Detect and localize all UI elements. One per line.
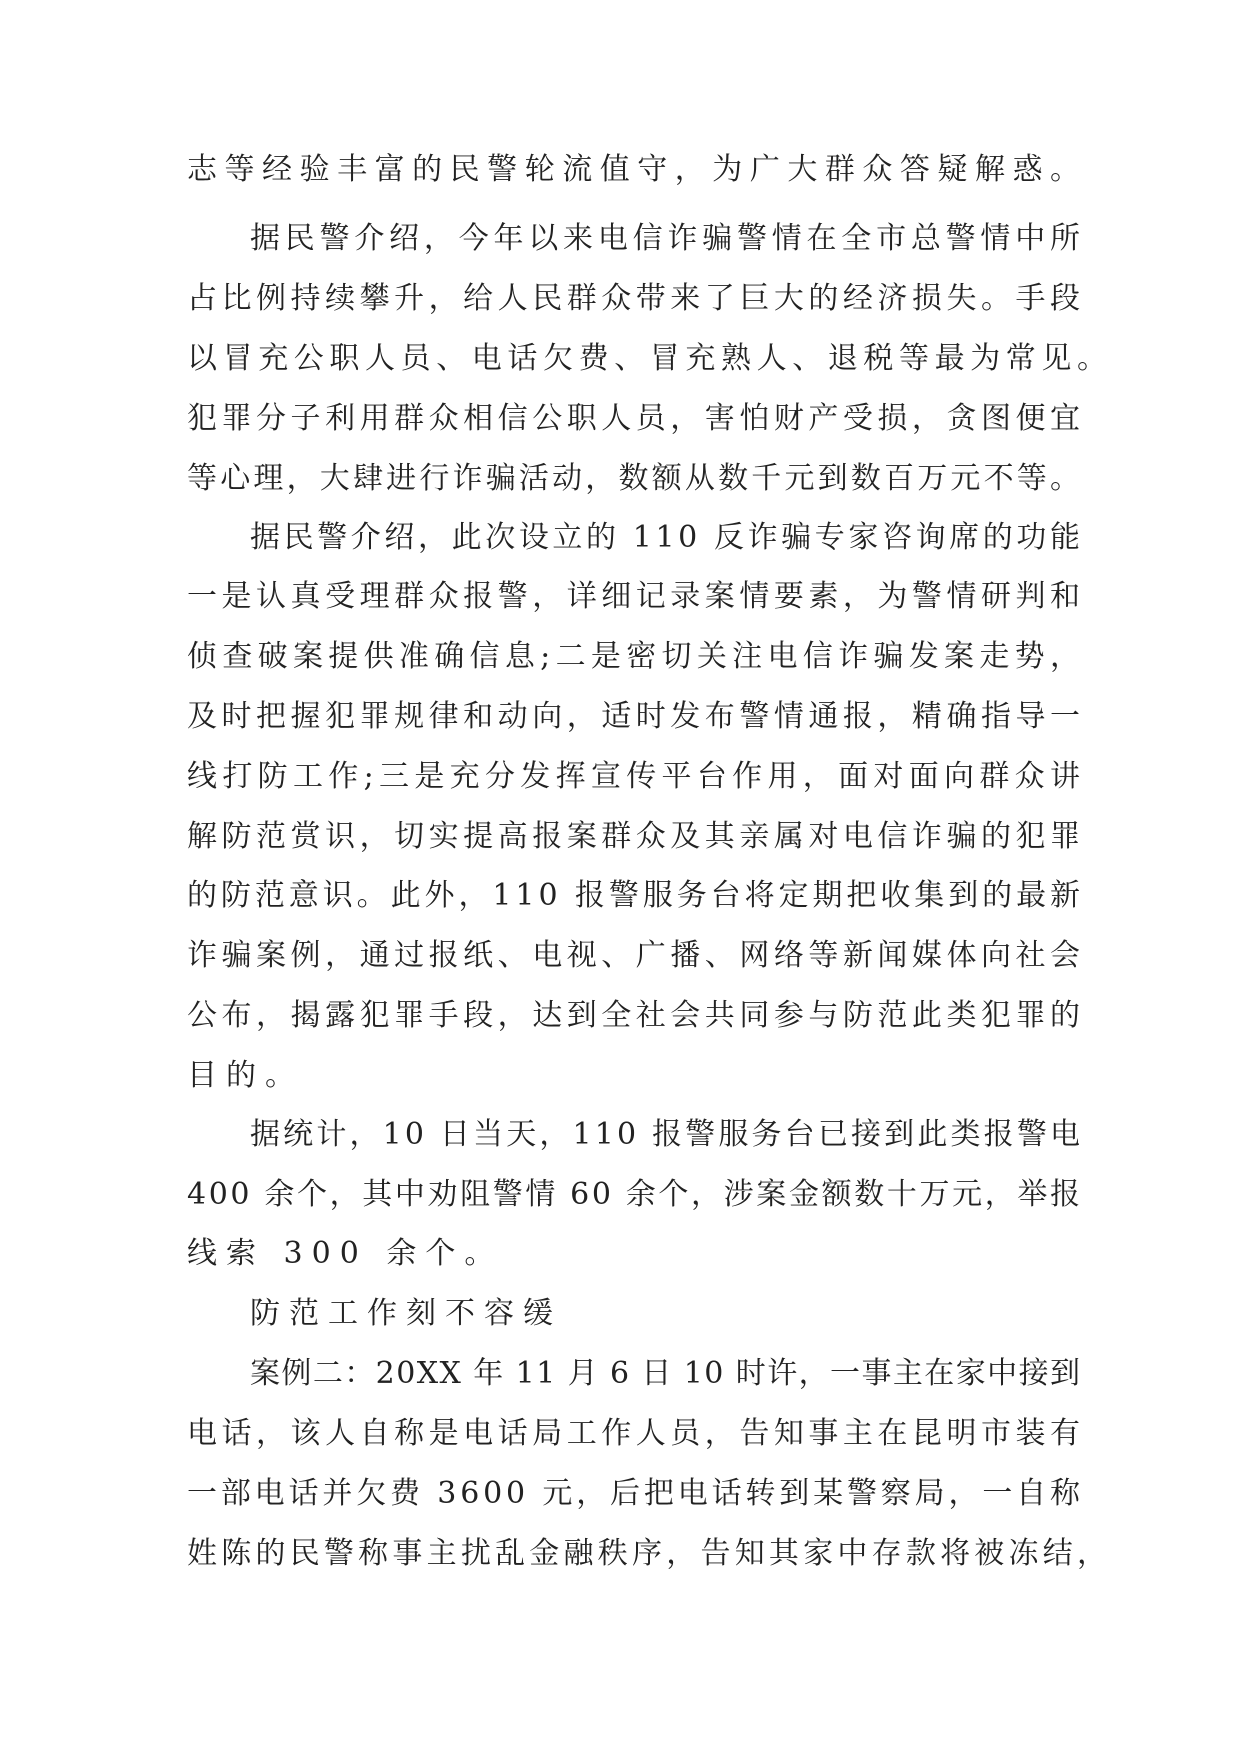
text-line: 解防范赏识，切实提高报案群众及其亲属对电信诈骗的犯罪 (187, 819, 1085, 854)
text-line: 及时把握犯罪规律和动向，适时发布警情通报，精确指导一 (187, 699, 1085, 734)
text-line: 一部电话并欠费 3600 元，后把电话转到某警察局，一自称 (187, 1476, 1084, 1511)
text-line: 据民警介绍，此次设立的 110 反诈骗专家咨询席的功能 (250, 520, 1084, 555)
text-line: 线索 300 余个。 (187, 1236, 504, 1271)
text-line: 400 余个，其中劝阻警情 60 余个，涉案金额数十万元，举报 (187, 1177, 1083, 1212)
text-line: 防范工作刻不容缓 (250, 1296, 562, 1331)
text-line: 线打防工作;三是充分发挥宣传平台作用，面对面向群众讲 (187, 759, 1086, 794)
text-line: 电话，该人自称是电话局工作人员，告知事主在昆明市装有 (187, 1416, 1085, 1451)
text-line: 据统计，10 日当天，110 报警服务台已接到此类报警电 (250, 1117, 1084, 1152)
text-line: 的防范意识。此外，110 报警服务台将定期把收集到的最新 (187, 878, 1084, 913)
text-line: 等心理，大肆进行诈骗活动，数额从数千元到数百万元不等。 (187, 461, 1084, 496)
text-line: 案例二：20XX 年 11 月 6 日 10 时许，一事主在家中接到 (250, 1356, 1082, 1391)
text-line: 诈骗案例，通过报纸、电视、广播、网络等新闻媒体向社会 (187, 938, 1085, 973)
text-line: 侦查破案提供准确信息;二是密切关注电信诈骗发案走势， (187, 639, 1086, 674)
text-line: 目的。 (187, 1058, 304, 1093)
text-line: 志等经验丰富的民警轮流值守，为广大群众答疑解惑。 (187, 152, 1088, 187)
text-line: 以冒充公职人员、电话欠费、冒充熟人、退税等最为常见。 (187, 341, 1113, 376)
text-line: 姓陈的民警称事主扰乱金融秩序，告知其家中存款将被冻结， (187, 1536, 1112, 1571)
text-line: 一是认真受理群众报警，详细记录案情要素，为警情研判和 (187, 579, 1085, 614)
text-line: 据民警介绍，今年以来电信诈骗警情在全市总警情中所 (250, 221, 1085, 256)
text-line: 占比例持续攀升，给人民群众带来了巨大的经济损失。手段 (187, 281, 1085, 316)
text-line: 公布，揭露犯罪手段，达到全社会共同参与防范此类犯罪的 (187, 998, 1085, 1033)
text-line: 犯罪分子利用群众相信公职人员，害怕财产受损，贪图便宜 (187, 401, 1085, 436)
